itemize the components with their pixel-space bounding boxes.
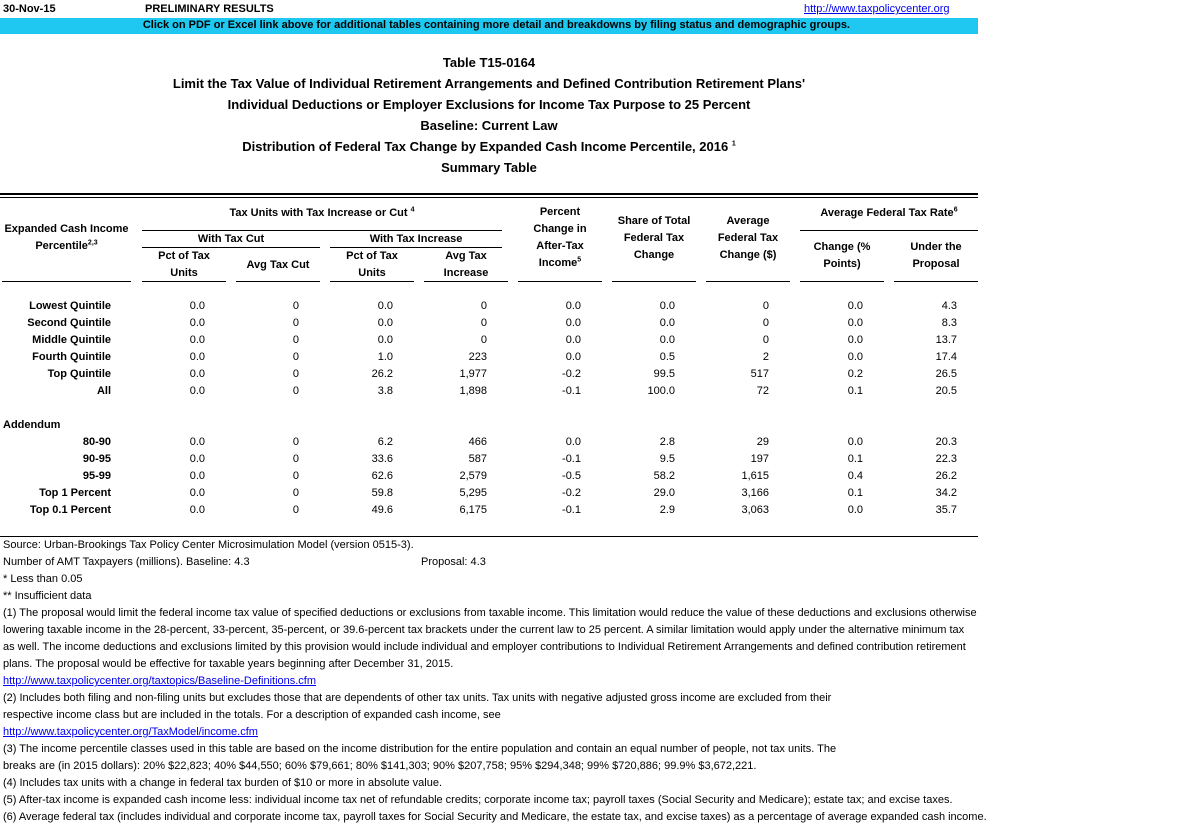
table-bottom-rule: [0, 536, 978, 537]
cell-avg-fed-tax-change: 517: [750, 368, 769, 380]
header-tax-units-text: Tax Units with Tax Increase or Cut: [229, 207, 408, 219]
cell-pct-change-after-tax: 0.0: [565, 334, 581, 346]
cell-pct-change-after-tax: 0.0: [565, 317, 581, 329]
cell-pct-change-after-tax: 0.0: [565, 300, 581, 312]
cell-rate-under-proposal: 8.3: [941, 317, 957, 329]
header-percentile-l2: [0, 238, 133, 255]
row-label: Middle Quintile: [32, 334, 111, 346]
header-text: Income: [538, 257, 578, 269]
title-line-1: Limit the Tax Value of Individual Retirement Arrangements and Defined Contribution Retirement Plans': [172, 76, 806, 91]
cell-pct-change-after-tax: -0.1: [562, 453, 581, 465]
cell-rate-under-proposal: 34.2: [935, 487, 957, 499]
cell-inc-pct-units: 62.6: [371, 470, 393, 482]
preliminary-label: PRELIMINARY RESULTS: [145, 3, 274, 15]
row-label: Top 1 Percent: [39, 487, 111, 499]
cell-rate-under-proposal: 22.3: [935, 453, 957, 465]
cell-rate-change: 0.0: [847, 317, 863, 329]
cell-cut-pct-units: 0.0: [189, 300, 205, 312]
cell-share-total-change: 58.2: [653, 470, 675, 482]
cell-pct-change-after-tax: 0.0: [565, 436, 581, 448]
header-text: Change ($): [719, 249, 777, 261]
cell-avg-fed-tax-change: 2: [762, 351, 769, 363]
table-top-rule-2: [0, 197, 978, 198]
cell-avg-tax-increase: 466: [468, 436, 487, 448]
cell-rate-under-proposal: 35.7: [935, 504, 957, 516]
baseline-definitions-link[interactable]: http://www.taxpolicycenter.org/taxtopics/Baseline-Definitions.cfm: [3, 675, 317, 687]
header-underline: [518, 281, 602, 282]
header-underline: [330, 281, 414, 282]
income-definition-link[interactable]: http://www.taxpolicycenter.org/TaxModel/income.cfm: [3, 726, 258, 738]
source-note: Source: Urban-Brookings Tax Policy Center Microsimulation Model (version 0515-3).: [3, 539, 414, 551]
cell-avg-fed-tax-change: 197: [750, 453, 769, 465]
addendum-label: Addendum: [3, 419, 61, 431]
header-avg-tax-rate-group: [800, 205, 978, 222]
header-underline: [894, 281, 978, 282]
header-text: Average: [726, 215, 770, 227]
cell-avg-tax-cut: 0: [292, 300, 299, 312]
amt-baseline-note: Number of AMT Taxpayers (millions). Baseline: 4.3: [3, 556, 250, 568]
cell-avg-tax-cut: 0: [292, 470, 299, 482]
cell-avg-fed-tax-change: 72: [756, 385, 769, 397]
cell-share-total-change: 99.5: [653, 368, 675, 380]
header-text: [518, 255, 602, 272]
cell-rate-change: 0.1: [847, 385, 863, 397]
cell-rate-change: 0.2: [847, 368, 863, 380]
footnote-2-line-2: respective income class but are included in the totals. For a description of expanded cash income, see: [3, 709, 501, 721]
title-line-4: [0, 139, 978, 154]
header-text: Points): [823, 258, 861, 270]
cell-share-total-change: 9.5: [659, 453, 675, 465]
row-label: 80-90: [82, 436, 111, 448]
cell-pct-change-after-tax: -0.1: [562, 504, 581, 516]
info-banner: [0, 18, 978, 34]
header-text: Federal Tax: [717, 232, 779, 244]
insufficient-data-note: ** Insufficient data: [3, 590, 92, 602]
footnote-5: (5) After-tax income is expanded cash income less: individual income tax net of refundable credits; corporate income tax; payroll taxes (Social Security and Medicare); estate tax; and excise taxes.: [3, 794, 953, 806]
cell-inc-pct-units: 33.6: [371, 453, 393, 465]
cell-cut-pct-units: 0.0: [189, 504, 205, 516]
cell-avg-fed-tax-change: 3,166: [741, 487, 769, 499]
cell-avg-tax-increase: 2,579: [459, 470, 487, 482]
cell-avg-tax-cut: 0: [292, 487, 299, 499]
cell-inc-pct-units: 0.0: [377, 300, 393, 312]
cell-rate-change: 0.0: [847, 504, 863, 516]
row-label: Second Quintile: [27, 317, 111, 329]
cell-inc-pct-units: 6.2: [377, 436, 393, 448]
footnote-ref: 6: [953, 206, 958, 214]
report-date: 30-Nov-15: [3, 3, 56, 15]
title-line-4-text: Distribution of Federal Tax Change by Expanded Cash Income Percentile, 2016: [242, 139, 729, 154]
header-underline: [2, 281, 131, 282]
cell-avg-tax-increase: 0: [480, 317, 487, 329]
footnote-1-line-3: as well. The income deductions and exclusions limited by this provision would include individual and employer contributions to Individual Retirement Arrangements and defined contribution retirement: [3, 641, 966, 653]
cell-cut-pct-units: 0.0: [189, 351, 205, 363]
cell-cut-pct-units: 0.0: [189, 487, 205, 499]
cell-pct-change-after-tax: -0.2: [562, 368, 581, 380]
row-label: Top 0.1 Percent: [29, 504, 111, 516]
cell-inc-pct-units: 49.6: [371, 504, 393, 516]
cell-avg-tax-increase: 1,977: [459, 368, 487, 380]
header-text: Proposal: [912, 258, 960, 270]
cell-rate-under-proposal: 20.5: [935, 385, 957, 397]
cell-rate-change: 0.0: [847, 351, 863, 363]
table-id: Table T15-0164: [442, 55, 536, 70]
header-underline: [706, 281, 790, 282]
cell-share-total-change: 0.5: [659, 351, 675, 363]
cell-share-total-change: 2.9: [659, 504, 675, 516]
cell-cut-pct-units: 0.0: [189, 470, 205, 482]
footnote-1-line-2: lowering taxable income in the 28-percent, 33-percent, 35-percent, or 39.6-percent tax brackets under the current law to 25 percent. A similar limitation would apply under the alternative minimum tax: [3, 624, 965, 636]
header-underline: [424, 281, 508, 282]
header-text: Average Federal Tax Rate: [820, 207, 954, 219]
header-underline: [800, 230, 978, 231]
cell-inc-pct-units: 26.2: [371, 368, 393, 380]
cell-avg-fed-tax-change: 0: [762, 334, 769, 346]
cell-inc-pct-units: 59.8: [371, 487, 393, 499]
cell-inc-pct-units: 0.0: [377, 317, 393, 329]
cell-avg-tax-increase: 0: [480, 334, 487, 346]
cell-cut-pct-units: 0.0: [189, 453, 205, 465]
tpc-site-link[interactable]: http://www.taxpolicycenter.org: [804, 3, 950, 15]
cell-cut-pct-units: 0.0: [189, 317, 205, 329]
cell-pct-change-after-tax: 0.0: [565, 351, 581, 363]
cell-inc-pct-units: 0.0: [377, 334, 393, 346]
row-label: 90-95: [82, 453, 111, 465]
header-underline: [236, 281, 320, 282]
header-text: Change: [633, 249, 675, 261]
footnote-ref: 1: [731, 140, 736, 148]
footnote-4: (4) Includes tax units with a change in federal tax burden of $10 or more in absolute value.: [3, 777, 443, 789]
cell-avg-tax-increase: 223: [468, 351, 487, 363]
cell-avg-fed-tax-change: 1,615: [741, 470, 769, 482]
banner-text: Click on PDF or Excel link above for additional tables containing more detail and breakdowns by filing status and demographic groups.: [142, 19, 850, 31]
cell-avg-fed-tax-change: 0: [762, 317, 769, 329]
header-with-tax-increase: With Tax Increase: [369, 233, 463, 245]
cell-avg-tax-increase: 1,898: [459, 385, 487, 397]
cell-pct-change-after-tax: -0.5: [562, 470, 581, 482]
title-line-3: Baseline: Current Law: [420, 118, 558, 133]
cell-cut-pct-units: 0.0: [189, 385, 205, 397]
header-text: Units: [358, 267, 386, 279]
title-line-2: Individual Deductions or Employer Exclusions for Income Tax Purpose to 25 Percent: [227, 97, 751, 112]
header-text: Increase: [443, 267, 489, 279]
cell-avg-tax-increase: 6,175: [459, 504, 487, 516]
header-text: Units: [170, 267, 198, 279]
title-line-5: Summary Table: [441, 160, 537, 175]
footnote-1-line-1: (1) The proposal would limit the federal income tax value of specified deductions or exclusions from taxable income. This limitation would reduce the value of these deductions and exclusions otherwise: [3, 607, 977, 619]
cell-rate-under-proposal: 26.5: [935, 368, 957, 380]
cell-pct-change-after-tax: -0.1: [562, 385, 581, 397]
header-text: Percent: [539, 206, 581, 218]
header-cut-pct-units: [142, 248, 226, 282]
footnote-3-line-1: (3) The income percentile classes used in this table are based on the income distribution for the entire population and contain an equal number of people, not tax units. The: [3, 743, 837, 755]
footnote-ref: 4: [410, 206, 415, 214]
cell-rate-change: 0.0: [847, 300, 863, 312]
cell-rate-change: 0.4: [847, 470, 863, 482]
less-than-note: * Less than 0.05: [3, 573, 83, 585]
cell-share-total-change: 0.0: [659, 334, 675, 346]
footnote-2-line-1: (2) Includes both filing and non-filing units but excludes those that are dependents of other tax units. Tax units with negative adjusted gross income are excluded from their: [3, 692, 832, 704]
amt-proposal-note: Proposal: 4.3: [421, 556, 486, 568]
header-text: Avg Tax: [445, 250, 487, 262]
cell-rate-change: 0.1: [847, 453, 863, 465]
footnote-6: (6) Average federal tax (includes individual and corporate income tax, payroll taxes for Social Security and Medicare, the estate tax, and excise taxes) as a percentage of average expanded cash income.: [3, 811, 987, 823]
cell-share-total-change: 0.0: [659, 300, 675, 312]
cell-avg-tax-increase: 5,295: [459, 487, 487, 499]
cell-rate-under-proposal: 20.3: [935, 436, 957, 448]
footnote-ref: 2,3: [87, 239, 98, 247]
header-text: Pct of Tax: [346, 250, 398, 262]
row-label: Top Quintile: [47, 368, 111, 380]
cell-avg-tax-increase: 0: [480, 300, 487, 312]
footnote-3-line-2: breaks are (in 2015 dollars): 20% $22,823; 40% $44,550; 60% $79,661; 80% $141,303; 90% $207,758; 95% $294,348; 99% $720,886; 99.9% $3,672,221.: [3, 760, 757, 772]
header-percentile: [0, 221, 133, 255]
cell-inc-pct-units: 3.8: [377, 385, 393, 397]
header-pct-change-after-tax: [518, 204, 602, 272]
header-underline: [142, 281, 226, 282]
cell-avg-fed-tax-change: 3,063: [741, 504, 769, 516]
cell-avg-tax-cut: 0: [292, 504, 299, 516]
header-underline: [612, 281, 696, 282]
row-label: 95-99: [82, 470, 111, 482]
cell-rate-under-proposal: 4.3: [941, 300, 957, 312]
cell-rate-under-proposal: 13.7: [935, 334, 957, 346]
cell-avg-tax-cut: 0: [292, 453, 299, 465]
cell-avg-tax-cut: 0: [292, 436, 299, 448]
header-percentile-l1: Expanded Cash Income: [4, 223, 129, 235]
cell-share-total-change: 29.0: [653, 487, 675, 499]
cell-share-total-change: 2.8: [659, 436, 675, 448]
header-percentile-text: Percentile: [35, 240, 88, 252]
table-top-rule: [0, 193, 978, 195]
row-label: Lowest Quintile: [29, 300, 111, 312]
cell-cut-pct-units: 0.0: [189, 334, 205, 346]
header-text: Change (%: [813, 241, 871, 253]
header-text: Pct of Tax: [158, 250, 210, 262]
cell-rate-change: 0.0: [847, 436, 863, 448]
row-label: Fourth Quintile: [32, 351, 111, 363]
cell-avg-tax-cut: 0: [292, 317, 299, 329]
footnote-ref: 5: [577, 256, 582, 264]
cell-avg-tax-cut: 0: [292, 385, 299, 397]
header-avg-tax-increase: [424, 248, 508, 282]
header-avg-fed-tax-change: [706, 213, 790, 264]
header-text: Under the: [910, 241, 962, 253]
cell-rate-change: 0.1: [847, 487, 863, 499]
cell-avg-fed-tax-change: 29: [756, 436, 769, 448]
header-rate-change: [800, 239, 884, 273]
header-text: Change in: [533, 223, 587, 235]
header-text: Federal Tax: [623, 232, 685, 244]
cell-avg-tax-cut: 0: [292, 351, 299, 363]
header-text: After-Tax: [536, 240, 584, 252]
header-text: Share of Total: [617, 215, 691, 227]
header-inc-pct-units: [330, 248, 414, 282]
cell-inc-pct-units: 1.0: [377, 351, 393, 363]
cell-cut-pct-units: 0.0: [189, 368, 205, 380]
footnote-1-line-4: plans. The proposal would be effective for taxable years beginning after December 31, 2015.: [3, 658, 454, 670]
cell-avg-tax-increase: 587: [468, 453, 487, 465]
header-avg-tax-cut: Avg Tax Cut: [246, 259, 310, 271]
cell-rate-change: 0.0: [847, 334, 863, 346]
cell-rate-under-proposal: 17.4: [935, 351, 957, 363]
header-underline: [800, 281, 884, 282]
cell-share-total-change: 100.0: [647, 385, 675, 397]
header-share-total-change: [612, 213, 696, 264]
cell-avg-tax-cut: 0: [292, 368, 299, 380]
cell-cut-pct-units: 0.0: [189, 436, 205, 448]
cell-rate-under-proposal: 26.2: [935, 470, 957, 482]
header-with-tax-cut: With Tax Cut: [197, 233, 265, 245]
header-tax-units-group: [142, 205, 502, 222]
cell-avg-tax-cut: 0: [292, 334, 299, 346]
cell-avg-fed-tax-change: 0: [762, 300, 769, 312]
cell-share-total-change: 0.0: [659, 317, 675, 329]
row-label: All: [96, 385, 111, 397]
header-rate-under-proposal: [894, 239, 978, 273]
cell-pct-change-after-tax: -0.2: [562, 487, 581, 499]
